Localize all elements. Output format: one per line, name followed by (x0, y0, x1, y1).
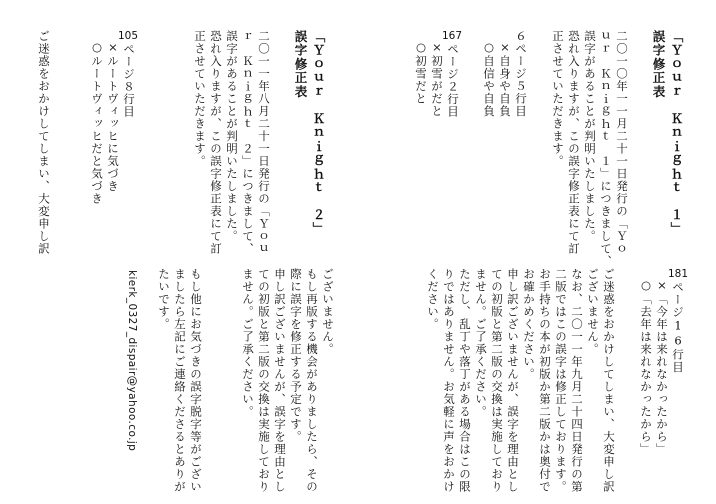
section1-heading: 誤字修正表 (651, 30, 666, 99)
section4-line-2: もし再版する機会がありましたら、その (305, 268, 319, 493)
section2-line-2: ｒ Ｋｎｉｇｈｔ ２」につきまして、 (241, 30, 255, 255)
section3-line-5: お手持ちの本が初版か第二版かは奥付で (538, 268, 552, 493)
section3-line-11: りではありません。お気軽に声をおかけ (442, 268, 456, 493)
section3-line-12: ください。 (426, 268, 440, 331)
section3-line-9: ません。ご了承ください。 (474, 268, 488, 418)
errata-page6-line: ６ページ５行目 (514, 30, 528, 118)
section3-line-2: ございません。 (586, 268, 600, 356)
errata-page167-wrong: ×初雪がだと (430, 40, 444, 118)
section2-line-1: 二〇一一年八月二十一日発行の「Ｙｏｕ (257, 30, 271, 255)
errata-page105-right: ○ルートヴィッヒだと気づき (90, 40, 104, 205)
errata-page181-line: ページ16行目 (671, 281, 685, 374)
section2-title: 「Ｙｏｕｒ Ｋｎｉｇｈｔ ２」 (311, 30, 326, 236)
section1-title: 「Ｙｏｕｒ Ｋｎｉｇｈｔ １」 (669, 30, 684, 236)
errata-page105-wrong: ×ルートヴィッヒに気づき (106, 40, 120, 193)
errata-page167-right: ○初雪だと (414, 40, 428, 105)
errata-page167-number: 167 (442, 30, 463, 42)
section1-line-4: 恐れ入りますが、この誤字修正表にて訂 (567, 30, 581, 255)
errata-page105-number: 105 (118, 30, 139, 42)
section5-line-2: ましたら左記にご連絡くださるとありが (173, 268, 187, 493)
section1-line-5: 正させていただきます。 (551, 30, 565, 168)
section3-line-8: ての初版と第二版の交換は実施しており (490, 268, 504, 493)
errata-page181-number: 181 (668, 268, 689, 280)
errata-page181-wrong: ×「今年は来れなかったから」 (655, 278, 669, 456)
contact-email: kierk_0327_dispair@yahoo.co.jp (126, 270, 138, 452)
errata-page6-wrong: ×自身や自負 (498, 40, 512, 118)
errata-page181-right: ○「去年は来れなかったから」 (639, 278, 653, 456)
section4-line-4: 申し訳ございませんが、誤字を理由とし (273, 268, 287, 493)
closing-top-line: ご迷惑をおかけしてしまい、大変申し訳 (37, 30, 51, 255)
section5-line-1: もし他にお気づきの誤字脱字等がござい (189, 268, 203, 493)
section5-line-3: たいです。 (157, 268, 171, 331)
section3-line-7: 申し訳ございませんが、誤字を理由とし (506, 268, 520, 493)
section3-line-3: なお、二〇一一年九月二十四日発行の第 (570, 268, 584, 493)
section3-line-10: ただし、乱丁や落丁がある場合はこの限 (458, 268, 472, 493)
section2-line-5: 正させていただきます。 (193, 30, 207, 168)
section2-heading: 誤字修正表 (293, 30, 308, 99)
errata-page6-right: ○自信や自負 (482, 40, 496, 118)
errata-page167-line: ページ２行目 (446, 43, 460, 118)
section3-line-1: ご迷惑をおかけしてしまい、大変申し訳 (602, 268, 616, 493)
section4-line-3: 際に誤字を修正する予定です。 (289, 268, 303, 443)
errata-page105-line: ページ８行目 (122, 43, 136, 118)
section4-line-1: ございません。 (321, 268, 335, 356)
section2-line-3: 誤字があることが判明いたしました。 (225, 30, 239, 243)
section3-line-6: お確かめください。 (522, 268, 536, 381)
section1-line-2: ｕｒ Ｋｎｉｇｈｔ １」につきまして、 (599, 30, 613, 268)
section4-line-6: ません。ご了承ください。 (241, 268, 255, 418)
section2-line-4: 恐れ入りますが、この誤字修正表にて訂 (209, 30, 223, 255)
section4-line-5: ての初版と第二版の交換は実施しており (257, 268, 271, 493)
section3-line-4: 二版ではこの誤字は修正しております。 (554, 268, 568, 493)
section1-line-1: 二〇一〇年一一月二十一日発行の「Ｙｏ (615, 30, 629, 255)
section1-line-3: 誤字があることが判明いたしました。 (583, 30, 597, 243)
